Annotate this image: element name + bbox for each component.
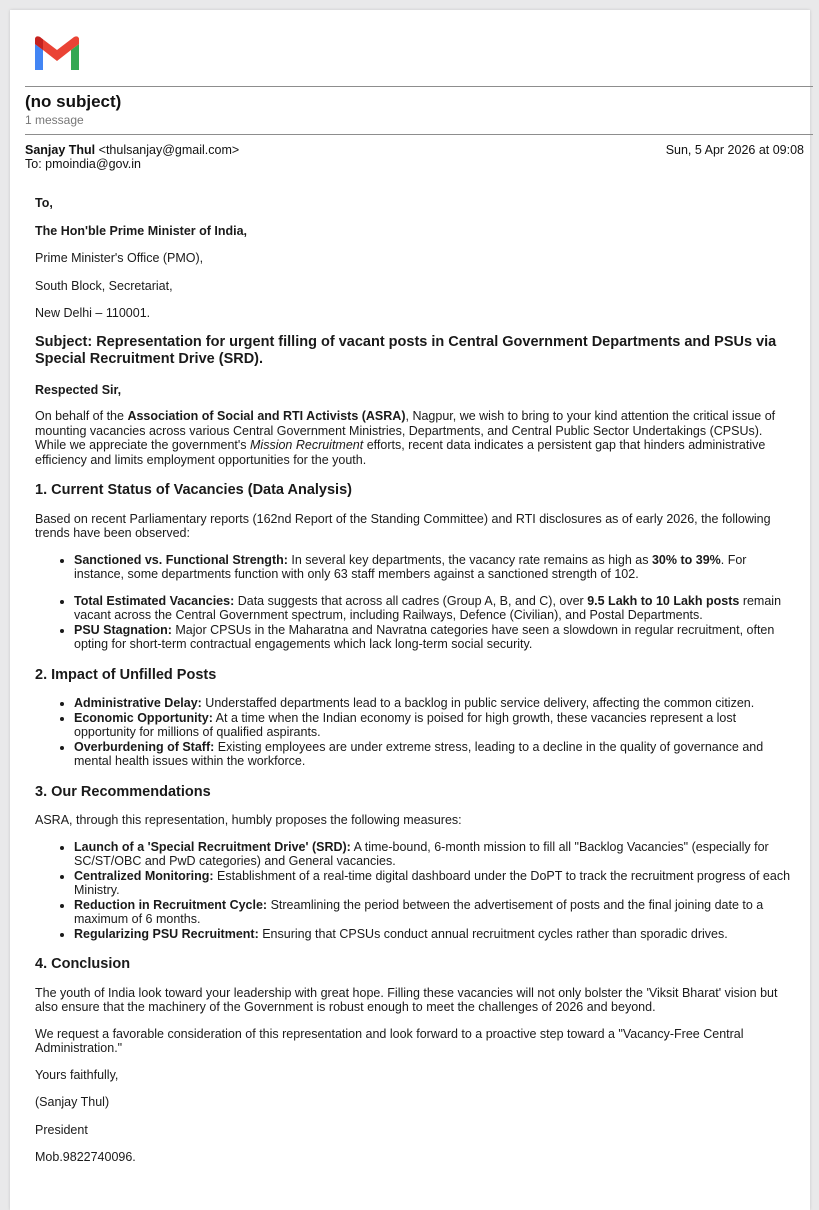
signatory-name: (Sanjay Thul) xyxy=(35,1095,110,1109)
list-item: • Centralized Monitoring: Establishment of a real-time digital dashboard under the DoPT to track the recruitment progress of each Ministry. xyxy=(74,869,795,898)
address-recipient: The Hon'ble Prime Minister of India, xyxy=(35,223,248,238)
impact-list xyxy=(35,696,795,769)
sender-email: <thulsanjay@gmail.com> xyxy=(98,143,240,157)
list-item: • Overburdening of Staff: Existing employees are under extreme stress, leading to a decline in the quality of governance and mental health issues within the workforce. xyxy=(74,740,795,769)
header-divider xyxy=(25,86,813,87)
salutation: Respected Sir, xyxy=(35,382,122,397)
address-city: New Delhi – 110001. xyxy=(35,306,151,320)
signatory-phone: Mob.9822740096. xyxy=(35,1150,136,1164)
section-heading-impact: 2. Impact of Unfilled Posts xyxy=(35,666,217,683)
list-item: • PSU Stagnation: Major CPSUs in the Maharatna and Navratna categories have seen a slowdown in regular recruitment, often opting for short-term contractual engagements which lack long-term social security. xyxy=(74,623,795,652)
list-item: • Sanctioned vs. Functional Strength: In several key departments, the vacancy rate remains as high as 30% to 39%. For instance, some departments function with only 63 staff members against a sanctioned strength of 102. xyxy=(74,553,795,582)
signatory-title: President xyxy=(35,1122,88,1137)
recipient-line: To: pmoindia@gov.in xyxy=(25,157,141,171)
status-intro: Based on recent Parliamentary reports (162nd Report of the Standing Committee) and RTI disclosures as of early 2026, the following trends have been observed: xyxy=(35,511,771,540)
section-heading-recommendations: 3. Our Recommendations xyxy=(35,783,211,800)
sender-line xyxy=(25,143,239,157)
email-subject: (no subject) xyxy=(25,92,122,111)
email-print-page xyxy=(10,10,810,1210)
letter-subject: Subject: Representation for urgent filling of vacant posts in Central Government Departments and PSUs via Special Recruitment Drive (SRD). xyxy=(35,333,777,367)
list-item: • Reduction in Recruitment Cycle: Streamlining the period between the advertisement of posts and the final joining date to a maximum of 6 months. xyxy=(74,898,795,927)
request-paragraph: We request a favorable consideration of this representation and look forward to a proactive step toward a "Vacancy-Free Central Administration." xyxy=(35,1026,744,1055)
gmail-logo-icon xyxy=(32,34,82,74)
subject-divider xyxy=(25,134,813,135)
recommendations-intro: ASRA, through this representation, humbly proposes the following measures: xyxy=(35,813,462,827)
address-street: South Block, Secretariat, xyxy=(35,278,173,293)
sent-date: Sun, 5 Apr 2026 at 09:08 xyxy=(665,143,804,157)
section-heading-status: 1. Current Status of Vacancies (Data Analysis) xyxy=(35,482,352,498)
address-office: Prime Minister's Office (PMO), xyxy=(35,251,204,265)
address-to: To, xyxy=(35,196,53,210)
closing: Yours faithfully, xyxy=(35,1067,119,1082)
list-item: • Total Estimated Vacancies: Data suggests that across all cadres (Group A, B, and C), over 9.5 Lakh to 10 Lakh posts remain vacant across the Central Government spectrum, including Railways, Defence (Civilian), and Postal Departments. xyxy=(74,594,795,623)
sender-name: Sanjay Thul xyxy=(25,143,96,157)
message-count: 1 message xyxy=(25,113,84,127)
recommendations-list xyxy=(35,840,795,942)
conclusion-paragraph: The youth of India look toward your leadership with great hope. Filling these vacancies will not only bolster the 'Viksit Bharat' vision but also ensure that the machinery of the Government is robust enough to meet the challenges of 2026 and beyond. xyxy=(35,985,778,1014)
list-item: • Economic Opportunity: At a time when the Indian economy is poised for high growth, these vacancies represent a lost opportunity for millions of qualified aspirants. xyxy=(74,711,795,740)
list-item: • Launch of a 'Special Recruitment Drive' (SRD): A time-bound, 6-month mission to fill all "Backlog Vacancies" (especially for SC/ST/OBC and PwD categories) and General vacancies. xyxy=(74,840,795,869)
status-list xyxy=(35,553,795,652)
list-item: • Administrative Delay: Understaffed departments lead to a backlog in public service delivery, affecting the common citizen. xyxy=(74,696,795,711)
list-item: • Regularizing PSU Recruitment: Ensuring that CPSUs conduct annual recruitment cycles rather than sporadic drives. xyxy=(74,927,795,942)
intro-paragraph: On behalf of the Association of Social and RTI Activists (ASRA), Nagpur, we wish to bring to your kind attention the critical issue of mounting vacancies across various Central Government Ministries, Departments, and Central Public Sector Undertakings (CPSUs). While we appreciate the government's Mission Recruitment efforts, recent data indicates a persistent gap that hinders administrative efficiency and limits employment opportunities for the youth. xyxy=(35,409,776,467)
email-body xyxy=(35,196,795,1178)
section-heading-conclusion: 4. Conclusion xyxy=(35,956,131,972)
